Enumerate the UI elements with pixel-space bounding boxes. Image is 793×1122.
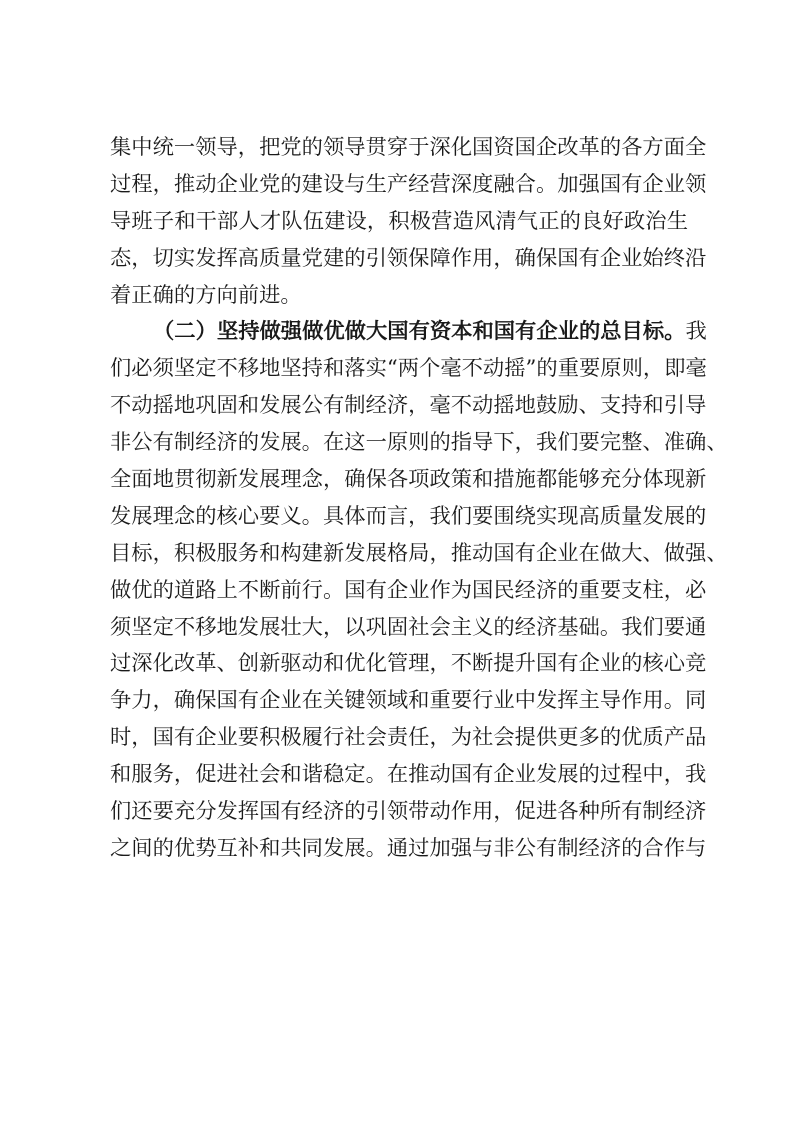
- paragraph-2-line-15: 之间的优势互补和共同发展。通过加强与非公有制经济的合作与: [110, 835, 707, 861]
- paragraph-1-line-1: 集中统一领导，把党的领导贯穿于深化国资国企改革的各方面全: [110, 135, 707, 160]
- section-heading: （二）坚持做强做优做大国有资本和国有企业的总目标。: [153, 319, 686, 345]
- paragraph-2-line-2: 们必须坚定不移地坚持和落实“两个毫不动摇”的重要原则，即毫: [110, 356, 707, 382]
- paragraph-2-line-9: 须坚定不移地发展壮大，以巩固社会主义的经济基础。我们要通: [110, 614, 707, 640]
- paragraph-2-line-4: 非公有制经济的发展。在这一原则的指导下，我们要完整、准确、: [110, 430, 728, 456]
- paragraph-2-line-5: 全面地贯彻新发展理念，确保各项政策和措施都能够充分体现新: [110, 467, 707, 493]
- paragraph-2-line-3: 不动摇地巩固和发展公有制经济，毫不动摇地鼓励、支持和引导: [110, 393, 707, 419]
- paragraph-2-line-11: 争力，确保国有企业在关键领域和重要行业中发挥主导作用。同: [110, 688, 707, 714]
- paragraph-2-line-10: 过深化改革、创新驱动和优化管理，不断提升国有企业的核心竞: [110, 651, 707, 677]
- paragraph-2-line-12: 时，国有企业要积极履行社会责任，为社会提供更多的优质产品: [110, 725, 707, 751]
- paragraph-2-line-1: [110, 314, 707, 351]
- paragraph-2-line-8: 做优的道路上不断前行。国有企业作为国民经济的重要支柱，必: [110, 577, 707, 603]
- paragraph-2-line-14: 们还要充分发挥国有经济的引领带动作用，促进各种所有制经济: [110, 799, 707, 825]
- paragraph-1-line-2: 过程，推动企业党的建设与生产经营深度融合。加强国有企业领: [110, 171, 707, 197]
- paragraph-2-line-7: 目标，积极服务和构建新发展格局，推动国有企业在做大、做强、: [110, 540, 728, 566]
- document-body: [110, 130, 728, 868]
- paragraph-2: [110, 314, 728, 867]
- paragraph-1-line-5: 着正确的方向前进。: [110, 282, 302, 308]
- paragraph-2-line-13: 和服务，促进社会和谐稳定。在推动国有企业发展的过程中，我: [110, 762, 707, 788]
- paragraph-1-line-4: 态，切实发挥高质量党建的引领保障作用，确保国有企业始终沿: [110, 245, 707, 271]
- paragraph-2-line-1-rest: 我: [685, 319, 707, 345]
- paragraph-2-line-6: 发展理念的核心要义。具体而言，我们要围绕实现高质量发展的: [110, 503, 707, 529]
- paragraph-1: [110, 130, 707, 314]
- paragraph-1-line-3: 导班子和干部人才队伍建设，积极营造风清气正的良好政治生: [110, 208, 688, 234]
